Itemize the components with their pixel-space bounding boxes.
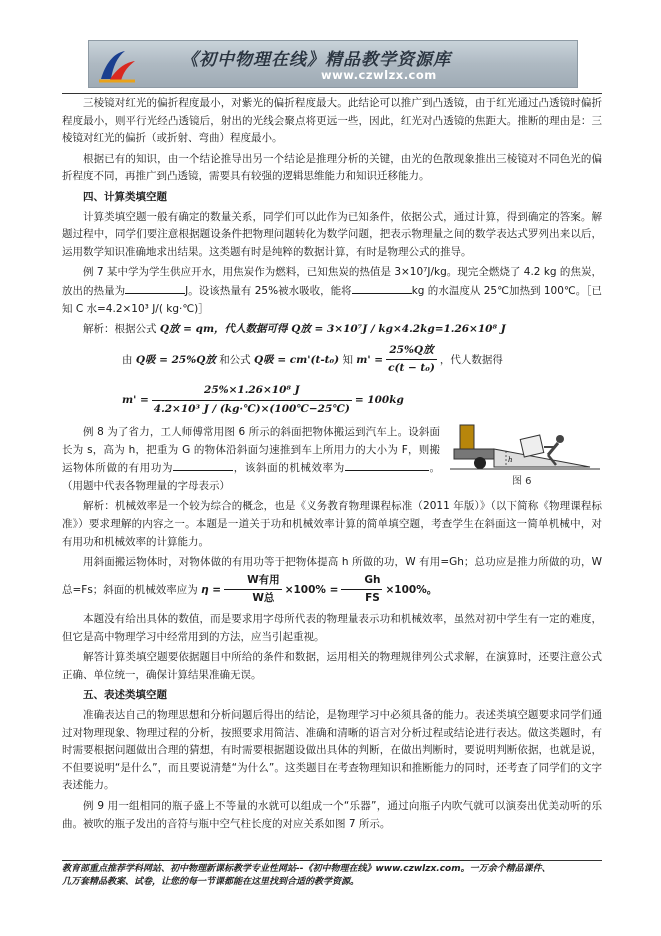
paragraph: 例 9 用一组相同的瓶子盛上不等量的水就可以组成一个“乐器”，通过向瓶子内吹气就可以演奏出优美动听的乐曲。被吹的瓶子发出的音符与瓶中空气柱长度的对应关系如图 7 所示。 [62, 799, 602, 830]
equation: η = [201, 583, 222, 596]
answer-blank [125, 282, 185, 294]
equation: m' = [122, 394, 149, 406]
equation: Q吸 = 25%Q放 [135, 353, 216, 366]
answer-blank [173, 459, 233, 471]
denominator: FS [365, 592, 380, 605]
banner-url[interactable]: www.czwlzx.com [321, 68, 437, 82]
answer-blank [345, 459, 429, 471]
footer-line-2: 几万套精品教案、试卷，让您的每一节课都能在这里找到合适的教学资源。 [62, 877, 360, 887]
text: 由 [122, 353, 133, 366]
solution-7-line3 [62, 382, 602, 418]
paragraph-with-formula [62, 554, 602, 608]
equation: ×100% = [284, 583, 339, 596]
header-banner [88, 40, 578, 88]
equation: Q吸 = cm'(t-t₀) [254, 353, 340, 366]
paragraph: 解答计算类填空题要依据题目中所给的条件和数据，运用相关的物理规律列公式求解，在演算时，还要注意公式正确、单位统一，确保计算结果准确无误。 [62, 651, 602, 681]
crate [520, 435, 544, 457]
figure-6-caption: 图 6 [512, 476, 532, 487]
numerator: 25%×1.26×10⁸ J [152, 382, 352, 401]
denominator: c(t − t₀) [388, 362, 435, 375]
truck-cab [460, 425, 474, 449]
height-label: h [508, 456, 513, 464]
text: 知 [342, 353, 353, 366]
answer-blank [352, 282, 412, 294]
example-7-text-c: kg 的水温度从 25℃加热到 100℃。［已知 C 水=4.2×10³ J/( kg·℃)］ [62, 284, 603, 315]
numerator: 25%Q放 [386, 342, 437, 361]
example-8 [62, 424, 440, 495]
fraction [386, 342, 437, 378]
equation: m' = [356, 353, 384, 366]
example-8-text-b: ，该斜面的机械效率为 [233, 462, 345, 475]
equation: Q放 = qm，代人数据可得 Q放 = 3×10⁷J / kg×4.2kg=1.26×10⁸ J [159, 323, 506, 336]
truck-wheel [474, 457, 486, 469]
section-heading: 五、表述类填空题 [83, 689, 167, 702]
example-7-text-b: J。设该热量有 25%被水吸收，能将 [185, 284, 352, 297]
worker-body [548, 443, 558, 455]
paragraph: 准确表达自己的物理思想和分析问题后得出的结论，是物理学习中必须具备的能力。表述类填空题要求同学们通过对物理现象、物理过程的分析，按照要求用简洁、准确和清晰的语言对分析过程或结论进行表达。做这类题时，有时需要根据问题做出合理的猜想，有时需要根据题设做出具体的判断，在做出判断时，要说明判断依据，也就是说，不但要说明“是什么”，而且要说清楚“为什么”。这类题目在考查物理知识和推断能力的同时，还考查了同学们的文字表述能力。 [62, 709, 602, 792]
text: 和公式 [219, 353, 251, 366]
paragraph: 三棱镜对红光的偏折程度最小，对紫光的偏折程度最大。此结论可以推广到凸透镜，由于红光通过凸透镜时偏折程度最小，则平行光经凸透镜后，射出的光线会聚点将更远一些，因此，红光对凸透镜的焦距大。推断的理由是：三棱镜对红光的偏折（或折射、弯曲）程度最小。 [62, 97, 602, 145]
section-heading: 四、计算类填空题 [83, 190, 167, 203]
denominator: 4.2×10³ J / (kg·℃)×(100℃−25℃) [153, 402, 350, 415]
fraction [152, 382, 352, 418]
truck-bed [454, 449, 494, 459]
fraction [224, 572, 282, 608]
text: ，代人数据得 [439, 353, 503, 366]
footer-line-1: 教育部重点推荐学科网站、初中物理新课标教学专业性网站--《初中物理在线》www.czwlzx.com。一万余个精品课件、 [62, 864, 551, 874]
numerator: W有用 [224, 572, 282, 591]
solution-7-line2 [62, 342, 602, 378]
paragraph: 本题没有给出具体的数值，而是要求用字母所代表的物理量表示功和机械效率，虽然对初中学生有一定的难度，但它是高中物理学习中经常用到的方法，应当引起重视。 [62, 613, 602, 643]
equation: ×100%。 [385, 583, 438, 596]
example-7 [62, 264, 602, 318]
denominator: W总 [252, 592, 275, 605]
footer [62, 863, 602, 889]
fraction [341, 572, 382, 608]
example-8-text-a: 例 8 为了省力，工人师傅常用图 6 所示的斜面把物体搬运到汽车上。设斜面长为 s，高为 h，把重为 G 的物体沿斜面匀速推到车上所用力的大小为 F，则搬运物体所做的有用功为 [62, 426, 440, 475]
header-rule [62, 93, 602, 94]
example-7-text-a: 例 7 某中学为学生供应开水，用焦炭作为燃料，已知焦炭的热值是 3×10⁷J/kg。现完全燃烧了 4.2 kg 的焦炭，放出的热量为 [62, 266, 602, 297]
equation: = 100kg [354, 394, 404, 406]
solution-7-line1 [62, 321, 602, 339]
text: 用斜面搬运物体时，对物体做的有用功等于把物体提高 h 所做的功，W 有用=Gh；总功应是推力所做的功，W 总=Fs；斜面的机械效率应为 [62, 556, 602, 596]
numerator: Gh [341, 572, 382, 591]
footer-rule [62, 860, 602, 861]
paragraph: 计算类填空题一般有确定的数量关系，同学们可以此作为已知条件，依据公式，通过计算，得到确定的答案。解题过程中，同学们要注意根据题设条件把物理问题转化为数学问题，把表示物理量之间的数学表达式罗列出来以后，运用数学知识准确地求出结果。这类题有时是纯粹的数据计算，有时是物理公式的推导。 [62, 210, 602, 258]
solution-label: 解析：根据公式 [83, 323, 157, 336]
paragraph: 根据已有的知识，由一个结论推导出另一个结论是推理分析的关键，由光的色散现象推出三棱镜对不同色光的偏折程度不同，再推广到凸透镜，需要具有较强的逻辑思维能力和知识迁移能力。 [62, 152, 602, 183]
example-8-text-c: 。（用题中代表各物理量的字母表示） [62, 462, 441, 492]
paragraph: 解析：机械效率是一个较为综合的概念，也是《义务教育物理课程标准（2011 年版）》（以下简称《物理课程标准》）要求理解的内容之一。本题是一道关于功和机械效率计算的简单填空题，考查学生在斜面这一简单机械中，对有用功和机械效率的计算能力。 [62, 500, 602, 548]
site-logo-icon [95, 45, 139, 85]
banner-title: 《初中物理在线》精品教学资源库 [181, 50, 451, 70]
worker-head [556, 435, 564, 443]
